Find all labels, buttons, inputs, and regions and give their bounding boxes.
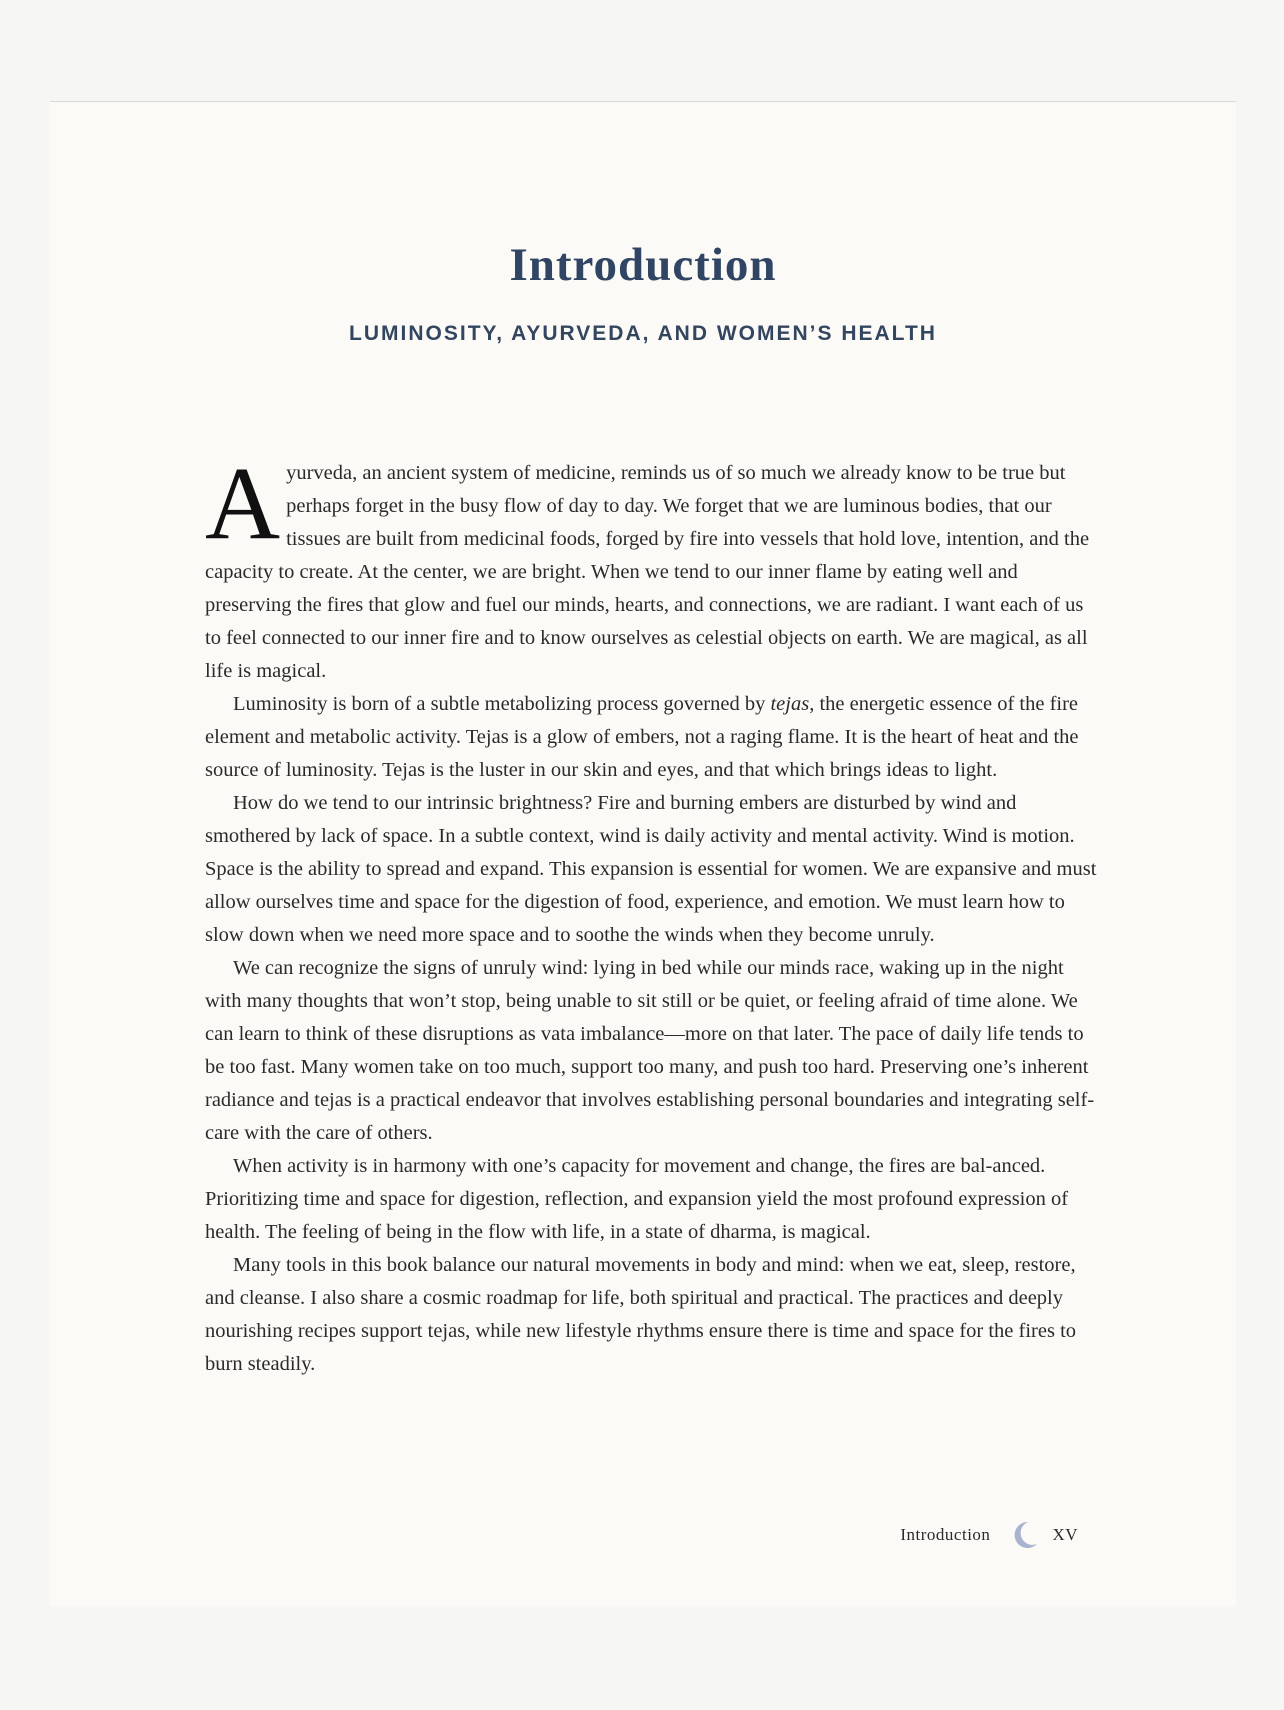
running-head: Introduction (900, 1525, 991, 1544)
paragraph-3: How do we tend to our intrinsic brightness? Fire and burning embers are disturbed by wind and smothered by lack of space. In a subtle context, wind is daily activity and mental activity. Wind is motion. Space is the ability to spread and expand. This expansion is essential for women. We are expansive and must allow ourselves time and space for the digestion of food, experience, and emotion. We must learn how to slow down when we need more space and to soothe the winds when they become unruly. (205, 792, 1097, 946)
paragraph-1-text: yurveda, an ancient system of medicine, reminds us of so much we already know to be true but perhaps forget in the busy flow of day to day. We forget that we are luminous bodies, that our tissues are built from medicinal foods, forged by fire into vessels that hold love, intention, and the capacity to create. At the center, we are bright. When we tend to our inner flame by eating well and preserving the fires that glow and fuel our minds, hearts, and connections, we are radiant. I want each of us to feel connected to our inner fire and to know ourselves as celestial objects on earth. We are magical, as all life is magical. (205, 462, 1090, 682)
paragraph-1 (205, 446, 1097, 688)
paragraph-2-text-before: Luminosity is born of a subtle metabolizing process governed by (233, 693, 771, 715)
paragraph-5: When activity is in harmony with one’s capacity for movement and change, the fires are bal-anced. Prioritizing time and space for digestion, reflection, and expansion yield the most profound expression of health. The feeling of being in the flow with life, in a state of dharma, is magical. (205, 1155, 1069, 1243)
chapter-body (205, 446, 1097, 1381)
paragraph-4: We can recognize the signs of unruly wind: lying in bed while our minds race, waking up in the night with many thoughts that won’t stop, being unable to sit still or be quiet, or feeling afraid of time alone. We can learn to think of these disruptions as vata imbalance—more on that later. The pace of daily life tends to be too fast. Many women take on too much, support too many, and push too hard. Preserving one’s inherent radiance and tejas is a practical endeavor that involves establishing personal boundaries and integrating self-care with the care of others. (205, 957, 1095, 1144)
page-footer (900, 1519, 1078, 1551)
paragraph-2-text-after: , the energetic essence of the fire element and metabolic activity. Tejas is a glow of embers, not a raging flame. It is the heart of heat and the source of luminosity. Tejas is the luster in our skin and eyes, and that which brings ideas to light. (205, 693, 1079, 781)
page-number: XV (1052, 1525, 1078, 1544)
drop-cap: A (205, 446, 281, 561)
chapter-title: Introduction (509, 239, 777, 291)
paragraph-6: Many tools in this book balance our natural movements in body and mind: when we eat, sleep, restore, and cleanse. I also share a cosmic roadmap for life, both spiritual and practical. The practices and deeply nourishing recipes support tejas, while new lifestyle rhythms ensure there is time and space for the fires to burn steadily. (205, 1254, 1077, 1375)
paragraph-2 (205, 688, 1097, 787)
crescent-moon-icon (1008, 1519, 1040, 1551)
chapter-subtitle: LUMINOSITY, AYURVEDA, AND WOMEN’S HEALTH (349, 322, 937, 345)
book-page (50, 101, 1236, 1606)
paragraph-2-emphasis: tejas (770, 693, 810, 715)
